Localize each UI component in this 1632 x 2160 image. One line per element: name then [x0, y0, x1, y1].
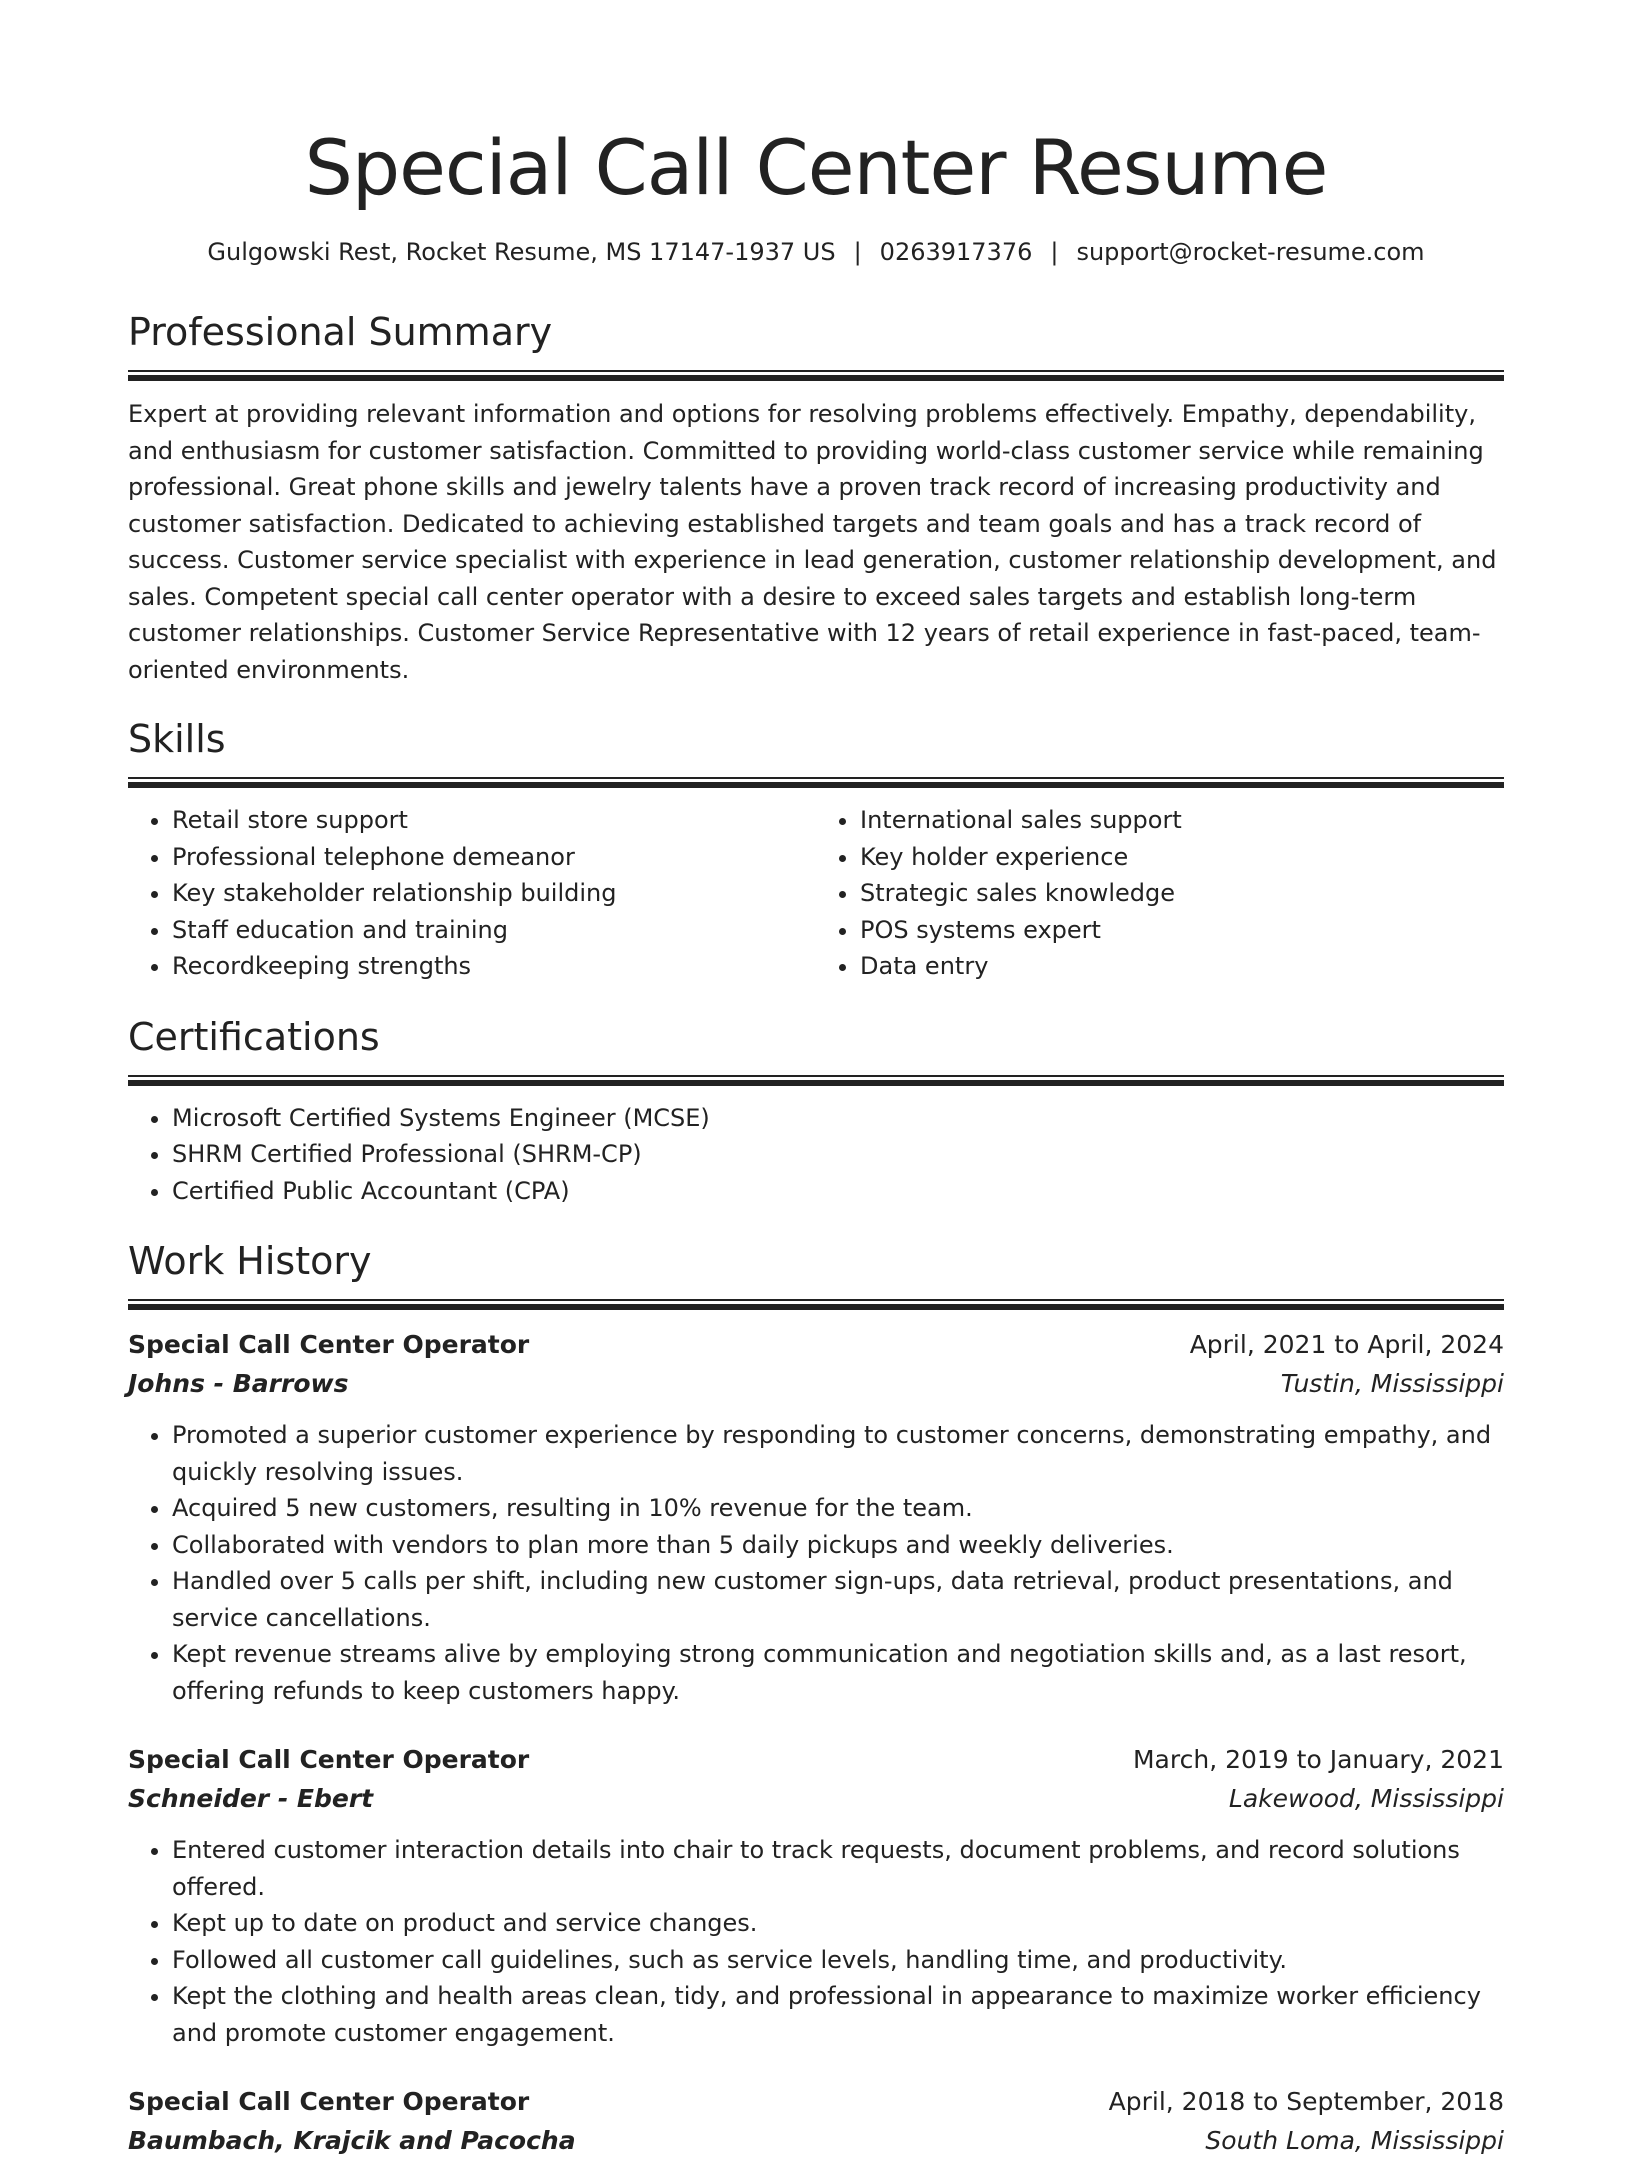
job-company: Baumbach, Krajcik and Pacocha	[128, 2122, 576, 2160]
skill-item: • Recordkeeping strengths	[172, 948, 816, 985]
skill-item: • POS systems expert	[860, 912, 1504, 949]
certifications-section	[128, 1013, 1504, 1210]
job-header	[128, 2083, 1504, 2122]
skills-list-right	[816, 802, 1504, 985]
job-title: Special Call Center Operator	[128, 1326, 529, 1365]
job-subheader	[128, 1365, 1504, 1404]
job-dates: March, 2019 to January, 2021	[1133, 1741, 1504, 1780]
job-bullet: • Acquired 5 new customers, resulting in 10% revenue for the team.	[172, 1490, 1504, 1527]
skill-item: • Strategic sales knowledge	[860, 875, 1504, 912]
contact-phone: 0263917376	[880, 238, 1033, 266]
job-bullet: • Followed all customer call guidelines, such as service levels, handling time, and productivity.	[172, 1942, 1504, 1979]
contact-address: Gulgowski Rest, Rocket Resume, MS 17147-1937 US	[207, 238, 835, 266]
job-entry	[128, 1326, 1504, 1709]
job-entry	[128, 1741, 1504, 2051]
job-company: Johns - Barrows	[128, 1365, 348, 1404]
job-bullet: • Kept revenue streams alive by employing strong communication and negotiation skills and, as a last resort, offering refunds to keep customers happy.	[172, 1636, 1504, 1709]
skills-list-left	[128, 802, 816, 985]
contact-separator: |	[836, 238, 880, 266]
section-divider	[128, 1075, 1504, 1086]
skill-item: • International sales support	[860, 802, 1504, 839]
certifications-list	[128, 1100, 1504, 1210]
job-bullets	[128, 1832, 1504, 2051]
job-location: Lakewood, Mississippi	[1229, 1780, 1504, 1819]
job-bullet: • Kept up to date on product and service changes.	[172, 1905, 1504, 1942]
skill-item: • Key stakeholder relationship building	[172, 875, 816, 912]
job-location: South Loma, Mississippi	[1205, 2122, 1504, 2160]
skill-item: • Staff education and training	[172, 912, 816, 949]
certification-item: • Microsoft Certified Systems Engineer (MCSE)	[172, 1100, 1504, 1137]
job-header	[128, 1741, 1504, 1780]
certification-item: • Certified Public Accountant (CPA)	[172, 1173, 1504, 1210]
summary-section	[128, 308, 1504, 688]
job-subheader	[128, 1780, 1504, 1819]
section-heading-work-history: Work History	[128, 1237, 1504, 1285]
section-heading-skills: Skills	[128, 715, 1504, 763]
job-dates: April, 2018 to September, 2018	[1109, 2083, 1504, 2122]
skill-item: • Professional telephone demeanor	[172, 839, 816, 876]
job-bullet: • Promoted a superior customer experience by responding to customer concerns, demonstrating empathy, and quickly resolving issues.	[172, 1417, 1504, 1490]
job-entry	[128, 2083, 1504, 2160]
skill-item: • Retail store support	[172, 802, 816, 839]
skills-section	[128, 715, 1504, 985]
resume-title: Special Call Center Resume	[128, 122, 1504, 214]
resume-page	[128, 0, 1504, 2160]
contact-line	[128, 236, 1504, 268]
section-divider	[128, 777, 1504, 788]
job-bullets	[128, 1417, 1504, 1709]
job-location: Tustin, Mississippi	[1281, 1365, 1504, 1404]
work-history-section	[128, 1237, 1504, 2160]
job-dates: April, 2021 to April, 2024	[1190, 1326, 1504, 1365]
skill-item: • Key holder experience	[860, 839, 1504, 876]
job-title: Special Call Center Operator	[128, 1741, 529, 1780]
summary-text: Expert at providing relevant information and options for resolving problems effectively. Empathy, dependability, and enthusiasm for customer satisfaction. Committed to providing world-class customer service while remaining professional. Great phone skills and jewelry talents have a proven track record of increasing productivity and customer satisfaction. Dedicated to achieving established targets and team goals and has a track record of success. Customer service specialist with experience in lead generation, customer relationship development, and sales. Competent special call center operator with a desire to exceed sales targets and establish long-term customer relationships. Customer Service Representative with 12 years of retail experience in fast-paced, team-oriented environments.	[128, 396, 1504, 688]
job-title: Special Call Center Operator	[128, 2083, 529, 2122]
contact-email: support@rocket-resume.com	[1076, 238, 1424, 266]
job-header	[128, 1326, 1504, 1365]
job-subheader	[128, 2122, 1504, 2160]
section-divider	[128, 370, 1504, 381]
certification-item: • SHRM Certified Professional (SHRM-CP)	[172, 1136, 1504, 1173]
job-bullet: • Entered customer interaction details into chair to track requests, document problems, and record solutions offered.	[172, 1832, 1504, 1905]
skills-columns	[128, 802, 1504, 985]
job-bullet: • Collaborated with vendors to plan more than 5 daily pickups and weekly deliveries.	[172, 1527, 1504, 1564]
job-company: Schneider - Ebert	[128, 1780, 373, 1819]
section-divider	[128, 1299, 1504, 1310]
contact-separator: |	[1032, 238, 1076, 266]
job-bullet: • Handled over 5 calls per shift, including new customer sign-ups, data retrieval, product presentations, and service cancellations.	[172, 1563, 1504, 1636]
job-bullet: • Kept the clothing and health areas clean, tidy, and professional in appearance to maximize worker efficiency and promote customer engagement.	[172, 1978, 1504, 2051]
section-heading-summary: Professional Summary	[128, 308, 1504, 356]
section-heading-certifications: Certifications	[128, 1013, 1504, 1061]
skill-item: • Data entry	[860, 948, 1504, 985]
